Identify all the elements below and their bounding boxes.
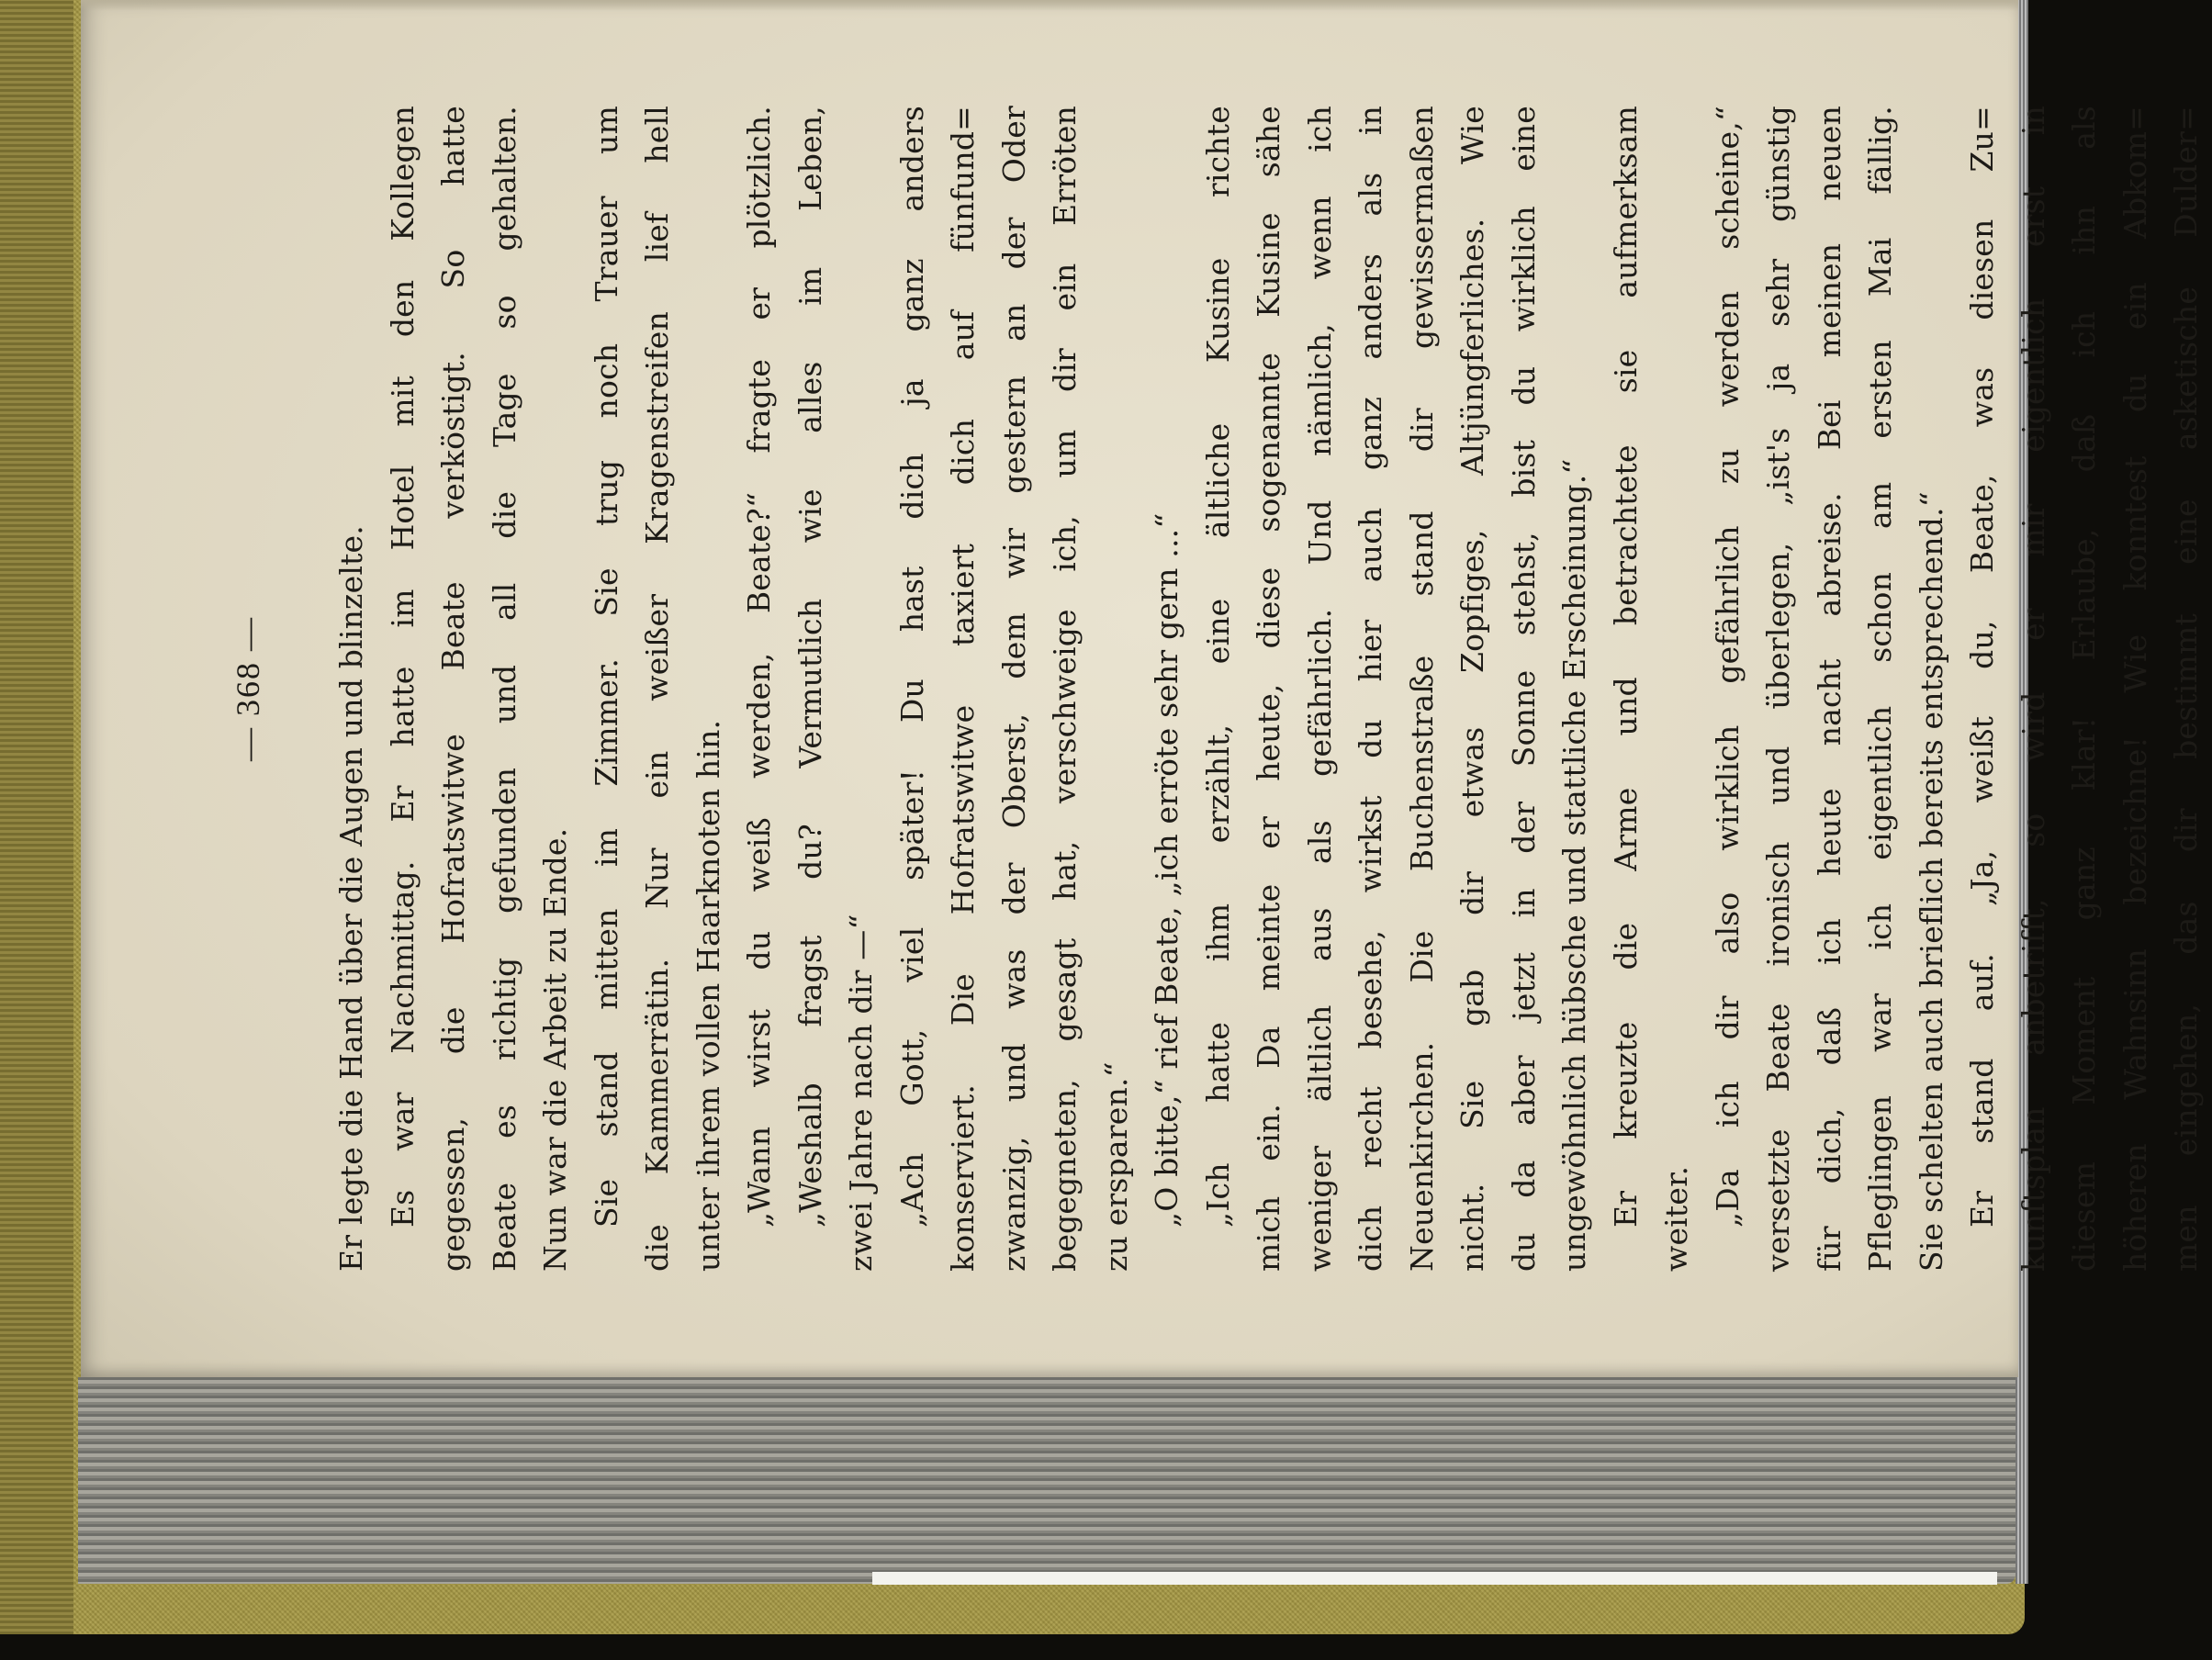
text-line: „O bitte,“ rief Beate, „ich erröte sehr gern ...“ [1149, 512, 1185, 1228]
text-line: Pfleglingen war ich eigentlich schon am ersten Mai fällig. [1862, 106, 1898, 1272]
text-line: Er legte die Hand über die Augen und blinzelte. [333, 525, 369, 1272]
text-line: unter ihrem vollen Haarknoten hin. [690, 719, 726, 1272]
text-line: weniger ältlich aus als gefährlich. Und nämlich, wenn ich [1301, 106, 1338, 1272]
page-edge-highlight [872, 1572, 1997, 1585]
text-line: die Kammerrätin. Nur ein weißer Kragenstreifen lief hell [639, 106, 675, 1272]
text-line: zwei Jahre nach dir —“ [843, 914, 879, 1272]
text-line: diesem Moment ganz klar! Erlaube, daß ich ihn als [2066, 106, 2102, 1272]
text-line: ungewöhnlich hübsche und stattliche Erscheinung.“ [1556, 458, 1592, 1272]
text-line: Es war Nachmittag. Er hatte im Hotel mit den Kollegen [384, 106, 421, 1228]
text-line: „Ach Gott, viel später! Du hast dich ja ganz anders [893, 106, 930, 1228]
text-line: mich ein. Da meinte er heute, diese sogenannte Kusine sähe [1251, 106, 1286, 1272]
text-line: konserviert. Die Hofratswitwe taxiert dich auf fünfund= [945, 106, 981, 1272]
text-line: „Da ich dir also wirklich gefährlich zu werden scheine,“ [1709, 106, 1746, 1228]
page-gutter [81, 0, 2018, 11]
text-line: begegneten, gesagt hat, verschweige ich, um dir ein Erröten [1047, 106, 1083, 1272]
page-edges [78, 1377, 2016, 1584]
text-line: Sie stand mitten im Zimmer. Sie trug noch Trauer um [588, 106, 624, 1228]
book-spine-cloth [0, 0, 73, 1634]
text-line: Beate es richtig gefunden und all die Tage so gehalten. [486, 106, 522, 1272]
page-text-block [216, 106, 2204, 1272]
text-line: Er kreuzte die Arme und betrachtete sie aufmerksam [1607, 106, 1644, 1228]
page-number: — 368 — [230, 616, 266, 761]
text-line: für dich, daß ich heute nacht abreise. Bei meinen neuen [1811, 106, 1847, 1272]
text-line: nicht. Sie gab dir etwas Zopfiges, Altjüngferliches. Wie [1454, 106, 1490, 1272]
text-line: „Ich hatte ihm erzählt, eine ältliche Kusine richte [1199, 106, 1236, 1228]
text-line: „Wann wirst du weiß werden, Beate?“ fragte er plötzlich. [741, 106, 777, 1228]
text-line: gegessen, die Hofratswitwe Beate verköstigt. So hatte [435, 106, 471, 1272]
text-line: dich recht besehe, wirkst du hier auch ganz anders als in [1353, 106, 1388, 1272]
text-line: weiter. [1658, 1165, 1694, 1272]
text-line: Er stand auf. „Ja, weißt du, Beate, was diesen Zu= [1964, 106, 2000, 1228]
text-line: höheren Wahnsinn bezeichne! Wie konntest du ein Abkom= [2117, 106, 2153, 1272]
text-line: Sie schelten auch brieflich bereits entsprechend.“ [1913, 491, 1949, 1272]
text-lines [326, 106, 2212, 1272]
text-line: du da aber jetzt in der Sonne stehst, bist du wirklich eine [1505, 106, 1542, 1272]
text-line: zwanzig, und was der Oberst, dem wir gestern an der Oder [995, 106, 1032, 1272]
text-line: men eingehen, das dir bestimmt eine asketische Dulder= [2168, 106, 2204, 1272]
text-line: Nun war die Arbeit zu Ende. [537, 827, 573, 1272]
text-line: „Weshalb fragst du? Vermutlich wie alles im Leben, [792, 106, 828, 1228]
text-line: zu ersparen.“ [1097, 1061, 1134, 1272]
text-line: kunftsplan anbetrifft, so wird er mir eigentlich erst in [2015, 106, 2051, 1272]
text-line: Neuenkirchen. Die Buchenstraße stand dir gewissermaßen [1403, 106, 1440, 1272]
text-line: versetzte Beate ironisch und überlegen, „ist's ja sehr günstig [1760, 106, 1796, 1272]
